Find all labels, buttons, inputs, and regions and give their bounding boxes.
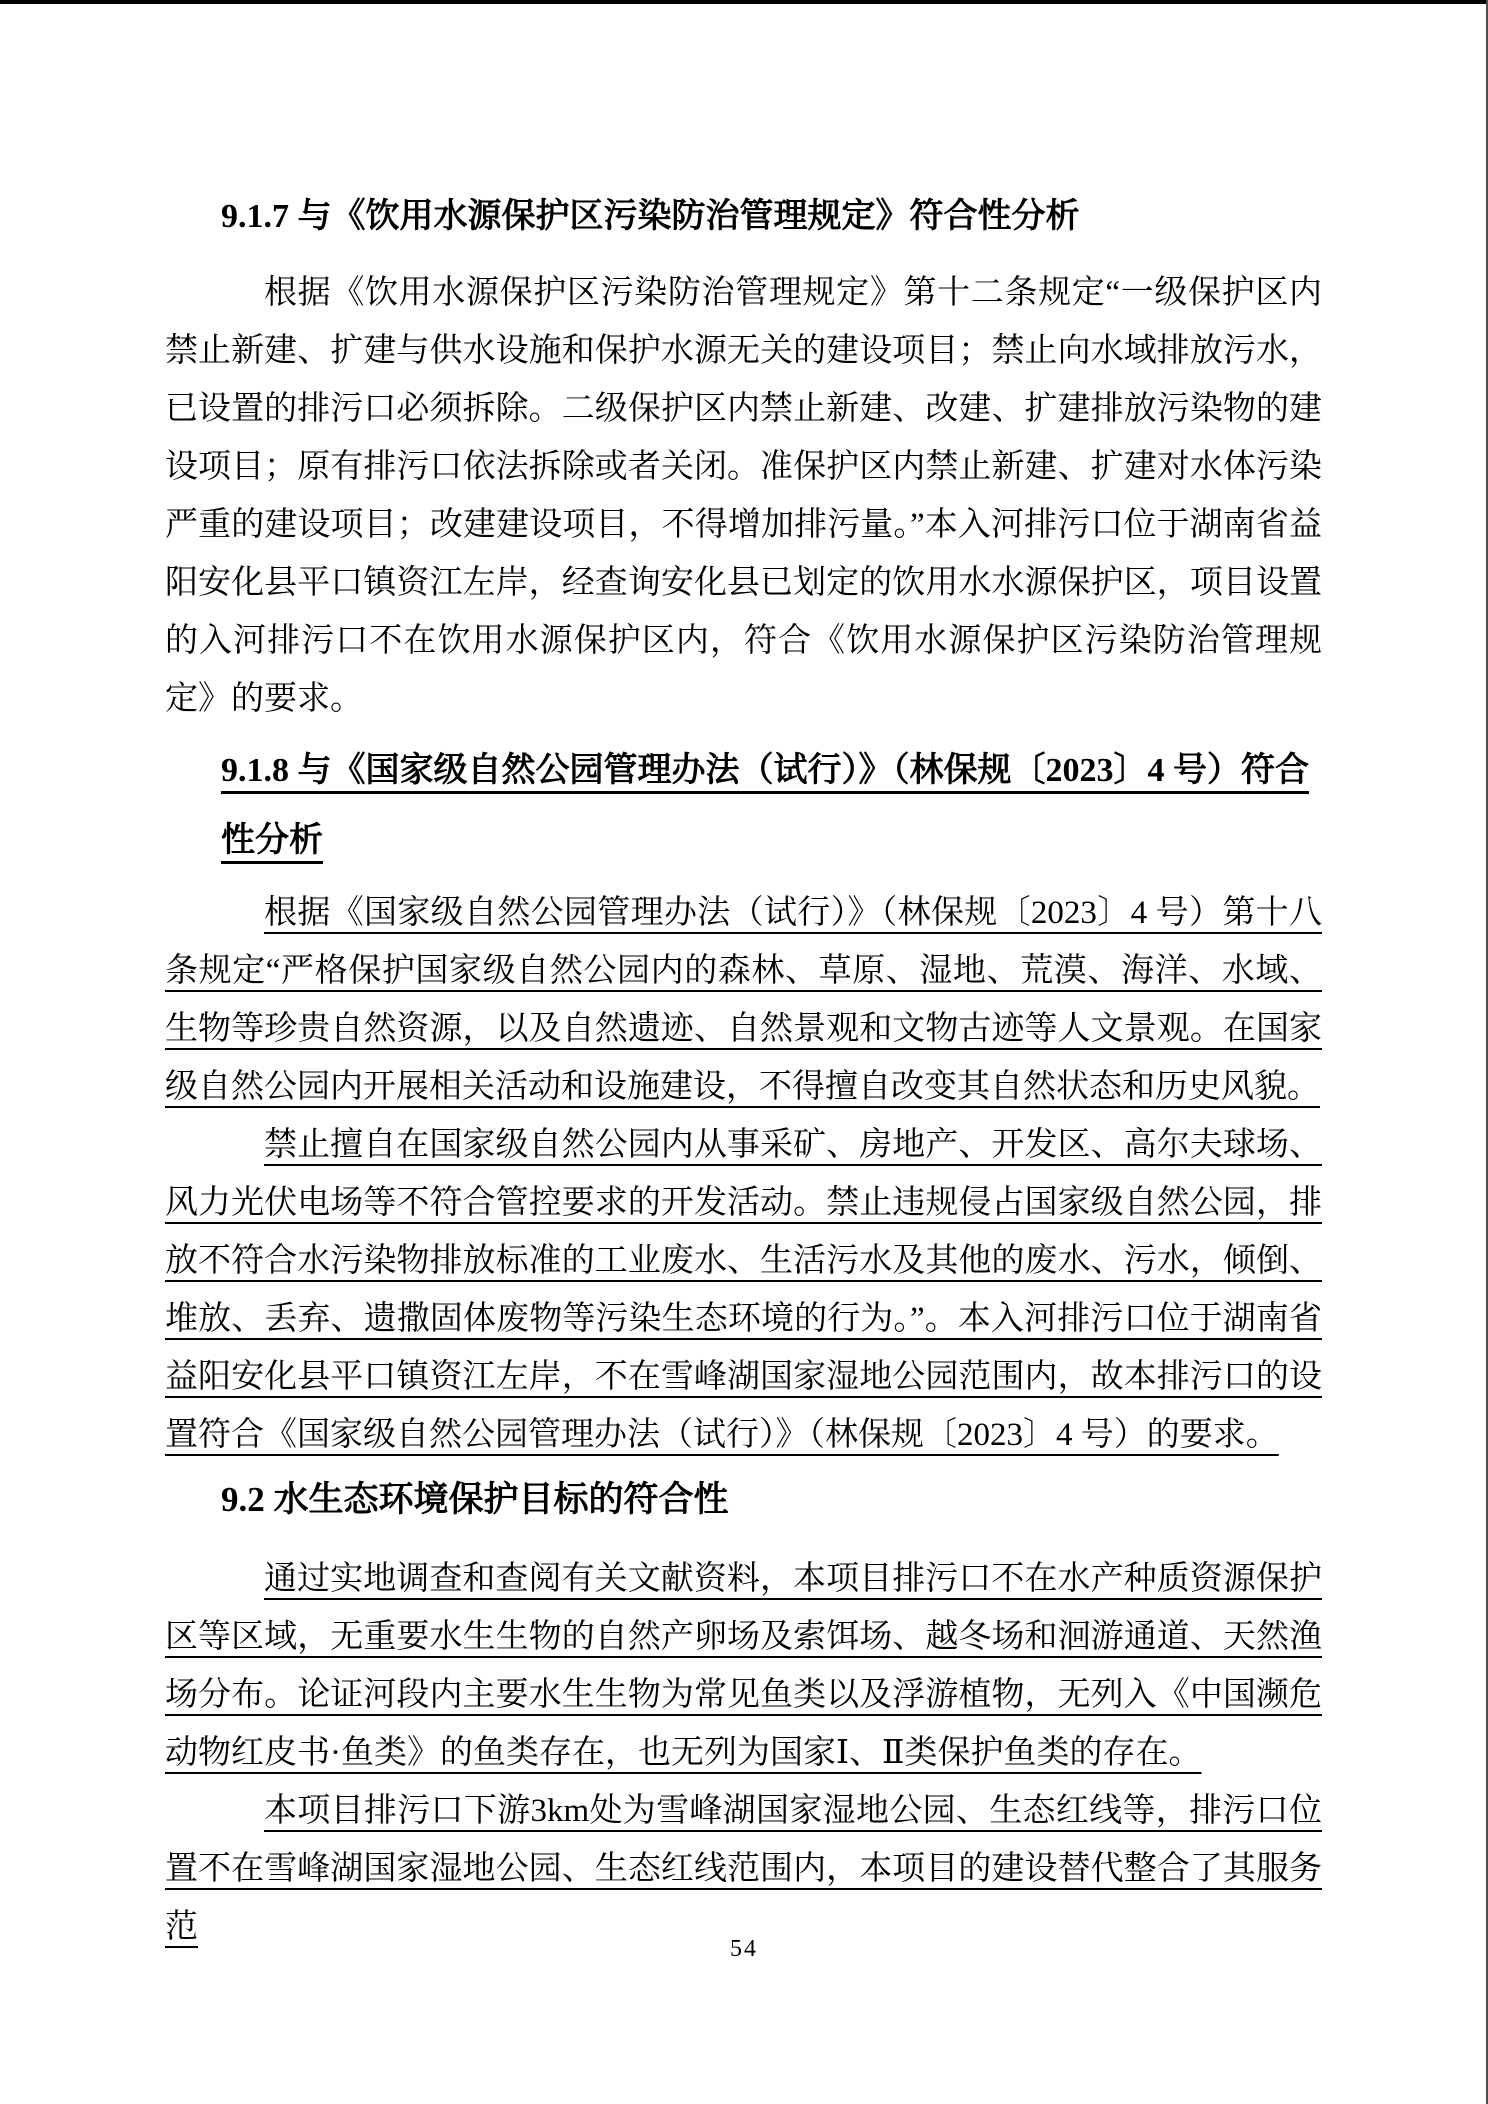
section-heading-9-2: 9.2 水生态环境保护目标的符合性 (221, 1480, 729, 1519)
document-content (165, 4, 1322, 1956)
section-heading-9-1-7: 9.1.7 与《饮用水源保护区污染防治管理规定》符合性分析 (221, 198, 1080, 235)
page-footer (0, 1936, 1488, 1963)
section-heading-9-1-8: 9.1.8 与《国家级自然公园管理办法（试行）》（林保规〔2023〕4 号）符合性分析 (221, 752, 1309, 859)
page-number: 54 (730, 1936, 758, 1962)
paragraph-9-2-survey: 通过实地调查和查阅有关文献资料，本项目排污口不在水产种质资源保护区等区域，无重要水生生物的自然产卵场及索饵场、越冬场和洄游通道、天然渔场分布。论证河段内主要水生生物为常见鱼类以及浮游植物，无列入《中国濒危动物红皮书·鱼类》的鱼类存在，也无列为国家Ⅰ、Ⅱ类保护鱼类的存在。 (165, 1561, 1322, 1771)
paragraph-9-1-8-conclusion: 禁止擅自在国家级自然公园内从事采矿、房地产、开发区、高尔夫球场、风力光伏电场等不符合管控要求的开发活动。禁止违规侵占国家级自然公园，排放不符合水污染物排放标准的工业废水、生活污水及其他的废水、污水，倾倒、堆放、丢弃、遗撒固体废物等污染生态环境的行为。”。本入河排污口位于湖南省益阳安化县平口镇资江左岸，不在雪峰湖国家湿地公园范围内，故本排污口的设置符合《国家级自然公园管理办法（试行）》（林保规〔2023〕4 号）的要求。 (165, 1127, 1322, 1453)
paragraph-9-1-8-rule: 根据《国家级自然公园管理办法（试行）》（林保规〔2023〕4 号）第十八条规定“严格保护国家级自然公园内的森林、草原、湿地、荒漠、海洋、水域、生物等珍贵自然资源，以及自然遗迹、自然景观和文物古迹等人文景观。在国家级自然公园内开展相关活动和设施建设，不得擅自改变其自然状态和历史风貌。 (165, 895, 1322, 1105)
paragraph-9-2-project: 本项目排污口下游3km处为雪峰湖国家湿地公园、生态红线等，排污口位置不在雪峰湖国家湿地公园、生态红线范围内，本项目的建设替代整合了其服务范 (165, 1793, 1322, 1945)
paragraph-9-1-7-analysis: 根据《饮用水源保护区污染防治管理规定》第十二条规定“一级保护区内禁止新建、扩建与供水设施和保护水源无关的建设项目；禁止向水域排放污水，已设置的排污口必须拆除。二级保护区内禁止新建、改建、扩建排放污染物的建设项目；原有排污口依法拆除或者关闭。准保护区内禁止新建、扩建对水体污染严重的建设项目；改建建设项目，不得增加排污量。”本入河排污口位于湖南省益阳安化县平口镇资江左岸，经查询安化县已划定的饮用水水源保护区，项目设置的入河排污口不在饮用水源保护区内，符合《饮用水源保护区污染防治管理规定》的要求。 (165, 275, 1322, 717)
